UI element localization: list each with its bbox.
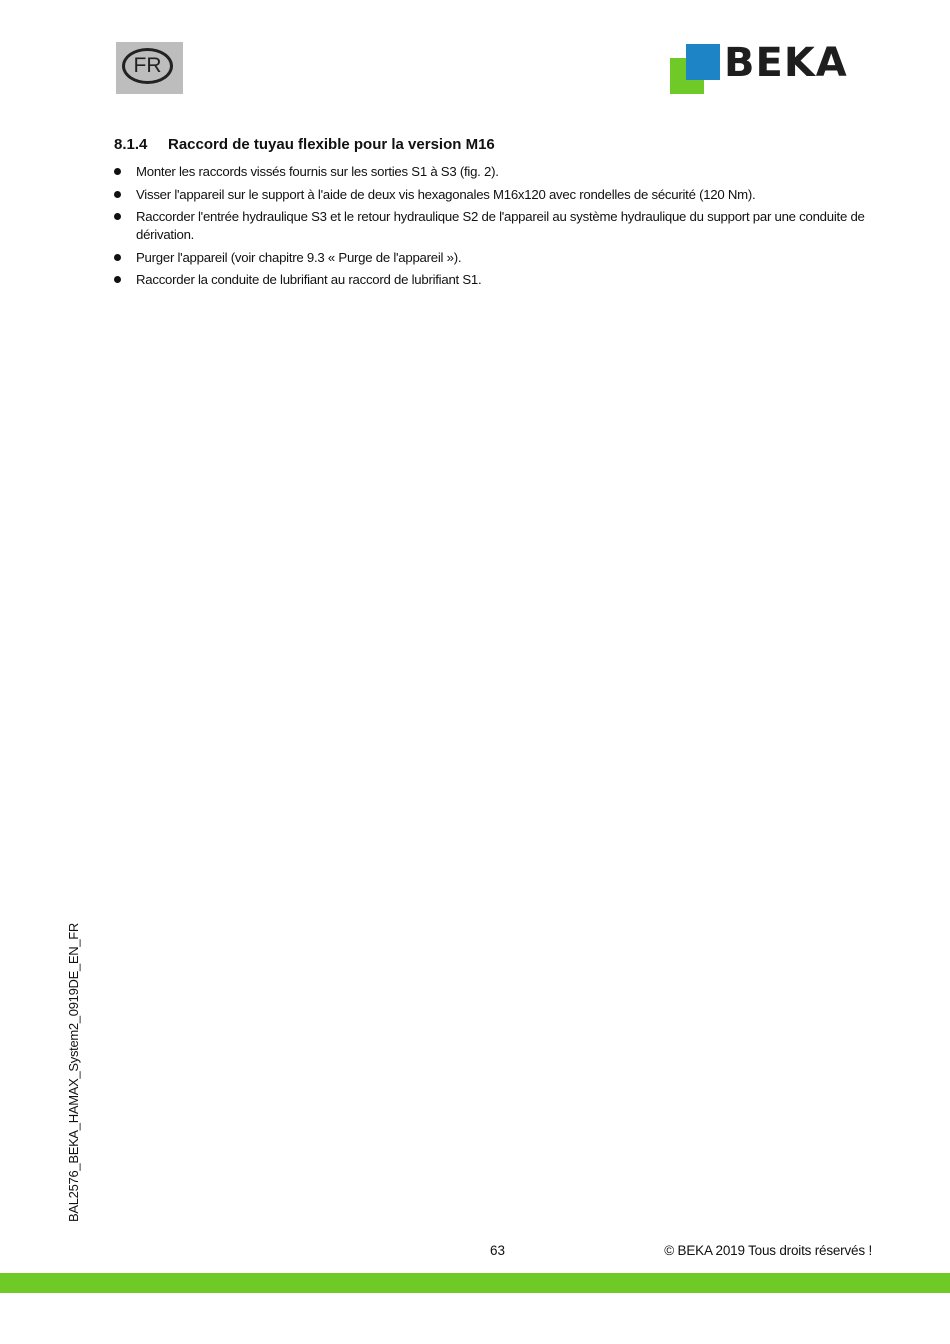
section-title: Raccord de tuyau flexible pour la version M16 <box>168 136 495 153</box>
list-item-text: Raccorder la conduite de lubrifiant au raccord de lubrifiant S1. <box>136 272 482 287</box>
list-item-text: Monter les raccords vissés fournis sur les sorties S1 à S3 (fig. 2). <box>136 164 499 179</box>
list-item <box>114 249 886 267</box>
section-number: 8.1.4 <box>114 136 148 153</box>
page-number: 63 <box>490 1243 506 1258</box>
bullet-icon <box>114 168 121 175</box>
language-code: FR <box>122 48 173 84</box>
list-item <box>114 163 886 181</box>
logo-blue-square <box>686 44 720 80</box>
list-item <box>114 271 886 289</box>
list-item <box>114 186 886 204</box>
instruction-list <box>114 163 886 294</box>
copyright-notice: © BEKA 2019 Tous droits réservés ! <box>664 1243 872 1258</box>
document-code: BAL2576_BEKA_HAMAX_System2_0919DE_EN_FR <box>66 922 81 1222</box>
language-badge <box>116 42 183 94</box>
list-item <box>114 208 886 244</box>
bullet-icon <box>114 191 121 198</box>
bullet-icon <box>114 276 121 283</box>
beka-logo <box>670 40 882 94</box>
list-item-text: Raccorder l'entrée hydraulique S3 et le retour hydraulique S2 de l'appareil au système hydraulique du support par une conduite de dérivation. <box>136 209 865 242</box>
bullet-icon <box>114 213 121 220</box>
section-heading <box>114 136 495 153</box>
footer-bar <box>0 1273 950 1293</box>
logo-wordmark: BEKA <box>724 40 848 86</box>
list-item-text: Visser l'appareil sur le support à l'aide de deux vis hexagonales M16x120 avec rondelles de sécurité (120 Nm). <box>136 186 756 202</box>
bullet-icon <box>114 254 121 261</box>
list-item-text: Purger l'appareil (voir chapitre 9.3 « Purge de l'appareil »). <box>136 249 462 265</box>
